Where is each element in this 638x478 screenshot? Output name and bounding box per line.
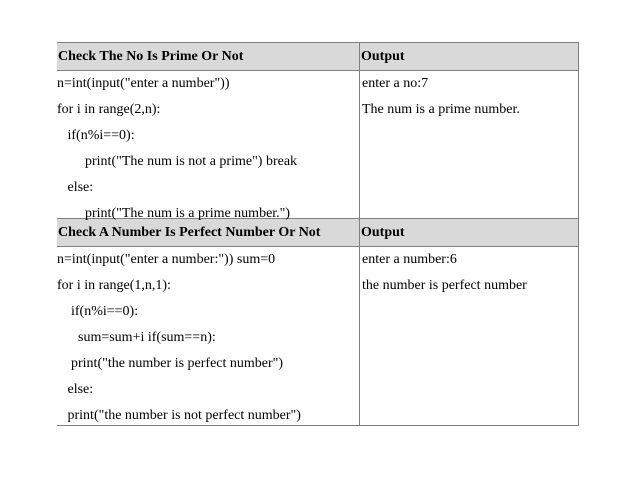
code-line: print("The num is a prime number.") [57, 206, 291, 221]
code-line: print("the number is not perfect number") [57, 408, 301, 423]
prime-output-header-cell [360, 43, 579, 70]
code-line: print("the number is perfect number") [57, 356, 284, 371]
perfect-output-header-cell [360, 219, 579, 246]
code-line: if(n%i==0): [57, 304, 139, 319]
prime-code-cell [57, 71, 360, 221]
perfect-output-title: Output [361, 225, 405, 240]
code-line: n=int(input("enter a number:")) sum=0 [57, 252, 276, 267]
code-line: for i in range(1,n,1): [57, 278, 171, 293]
prime-output-title: Output [361, 49, 405, 64]
perfect-header-row [57, 219, 579, 247]
perfect-code-cell [57, 247, 360, 425]
perfect-title: Check A Number Is Perfect Number Or Not [58, 225, 321, 240]
code-line: n=int(input("enter a number")) [57, 76, 230, 91]
output-line: enter a no:7 [362, 76, 429, 91]
prime-title: Check The No Is Prime Or Not [58, 49, 244, 64]
output-line: The num is a prime number. [362, 102, 520, 117]
prime-output-cell [360, 71, 579, 218]
code-line: else: [57, 180, 94, 195]
output-line: the number is perfect number [362, 278, 527, 293]
code-line: for i in range(2,n): [57, 102, 161, 117]
perfect-header-cell [57, 219, 360, 246]
code-output-table [57, 42, 579, 426]
code-line: sum=sum+i if(sum==n): [57, 330, 216, 345]
prime-body-row [57, 71, 579, 219]
code-line: if(n%i==0): [57, 128, 135, 143]
prime-header-cell [57, 43, 360, 70]
perfect-output-cell [360, 247, 579, 425]
perfect-body-row [57, 247, 579, 426]
code-line: else: [57, 382, 94, 397]
code-line: print("The num is not a prime") break [57, 154, 298, 169]
output-line: enter a number:6 [362, 252, 457, 267]
prime-header-row [57, 42, 579, 71]
